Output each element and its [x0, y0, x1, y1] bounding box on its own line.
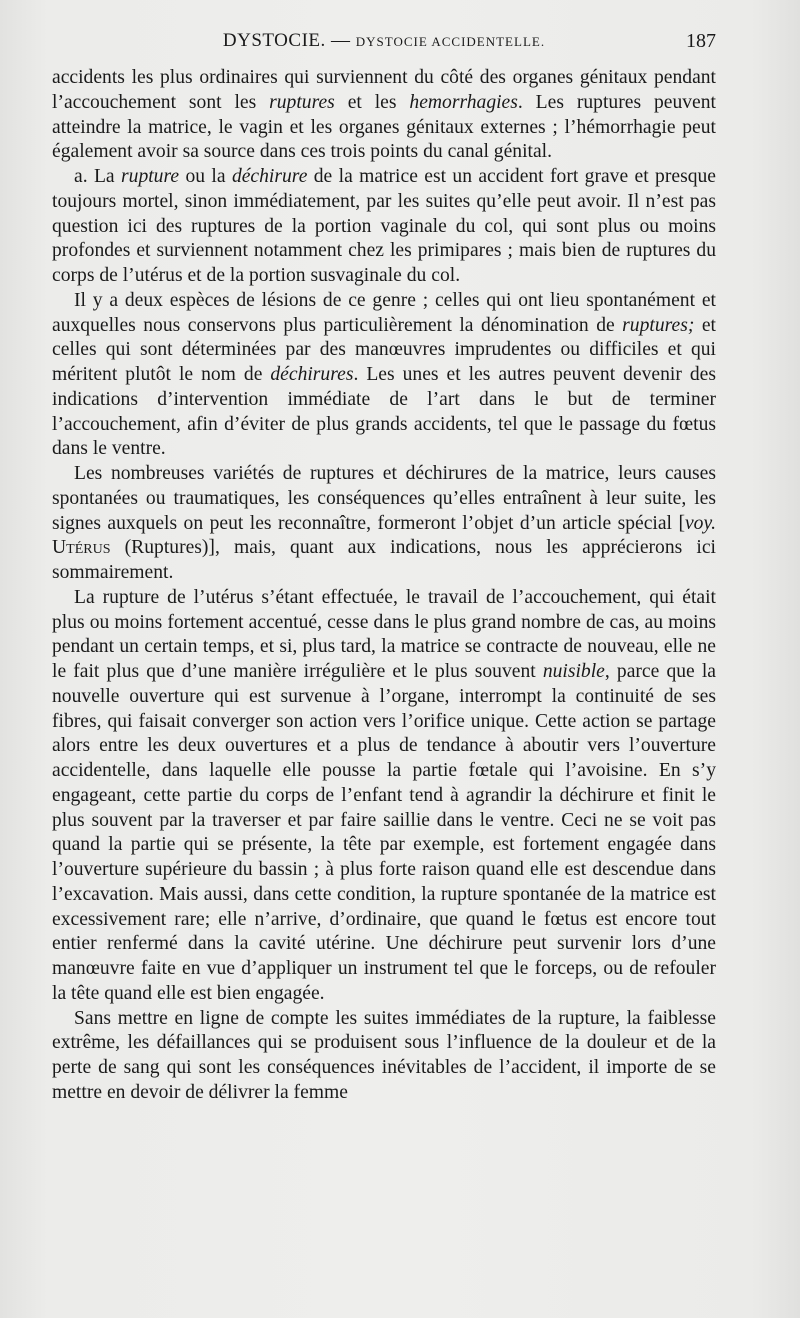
paragraph [52, 1007, 716, 1106]
small-caps-run: Utérus [52, 537, 111, 559]
text-run: et les [334, 91, 410, 113]
text-run: a. La [74, 166, 122, 187]
italic-run: nuisible [542, 661, 605, 682]
text-run: accidents les plus ordinaires qui surviennent du côté des organes génitaux pendant l’accouchement sont les [52, 67, 716, 113]
italic-run: rupture [121, 166, 180, 187]
paragraph [52, 586, 716, 1007]
running-title-sub: DYSTOCIE ACCIDENTELLE. [355, 34, 546, 49]
body-text [52, 66, 716, 1106]
running-header [52, 30, 716, 58]
text-run: (Ruptures)], mais, quant aux indications, nous les apprécierons ici sommairement. [52, 537, 716, 583]
text-run: et celles qui sont déterminées par des manœuvres imprudentes ou difficiles et qui méritent plutôt le nom de [52, 314, 716, 385]
paragraph [52, 165, 716, 289]
italic-run: déchirure [231, 166, 308, 187]
text-run: Il y a deux espèces de lésions de ce genre ; celles qui ont lieu spontanément et auxquelles nous conservons plus particulièrement la dénomination de [52, 289, 716, 336]
running-title [52, 30, 716, 52]
text-run: Sans mettre en ligne de compte les suites immédiates de la rupture, la faiblesse extrême, les défaillances qui se produisent sous l’influence de la douleur et de la perte de sang qui sont les conséquences inévitables de l’accident, il importe de se mettre en devoir de délivrer la femme [52, 1007, 716, 1103]
text-run: ou la [179, 166, 232, 187]
italic-run: ruptures; [622, 314, 695, 336]
italic-run: déchirures [270, 364, 354, 385]
text-run: La rupture de l’utérus s’étant effectuée, le travail de l’accouchement, qui était plus ou moins fortement accentué, cesse dans le plus grand nombre de cas, au moins pendant un certain temps, et si, plus tard, la matrice se contracte de nouveau, elle ne le fait plus que d’une manière irrégulière et le plus souvent [52, 586, 716, 682]
page-number: 187 [686, 30, 716, 52]
paragraph [52, 462, 716, 586]
italic-run: voy. [684, 512, 716, 534]
paragraph [52, 289, 716, 462]
text-run: . Les unes et les autres peuvent devenir des indications d’intervention immédiate de l’art dans le but de terminer l’accouchement, afin d’éviter de plus grands accidents, tel que le passage du fœtus dans le ventre. [52, 364, 716, 460]
paragraph [52, 66, 716, 165]
running-title-main: DYSTOCIE. — [222, 30, 351, 51]
text-run: de la matrice est un accident fort grave et presque toujours mortel, sinon immédiatement, par les suites qu’elle peut avoir. Il n’est pas question ici des ruptures de la portion vaginale du col, qui sont plus ou moins profondes et surviennent notamment chez les primipares ; mais bien de ruptures du corps de l’utérus et de la portion susvaginale du col. [52, 166, 716, 286]
text-run: , parce que la nouvelle ouverture qui est survenue à l’organe, interrompt la continuité de ses fibres, qui faisait converger son action vers l’orifice unique. Cette action se partage alors entre les deux ouvertures et a plus de tendance à aboutir vers l’ouverture accidentelle, dans laquelle elle pousse la partie fœtale qui l’avoisine. En s’y engageant, cette partie du corps de l’enfant tend à agrandir la déchirure et finit le plus souvent par la traverser et par faire saillie dans le ventre. Ceci ne se voit pas quand la partie qui se présente, la tête par exemple, est fortement engagée dans l’ouverture supérieure du bassin ; à plus forte raison quand elle est descendue dans l’excavation. Mais aussi, dans cette condition, la rupture spontanée de la matrice est excessivement rare; elle n’arrive, d’ordinaire, que quand le fœtus est encore tout entier renfermé dans la cavité utérine. Une déchirure peut survenir lors d’une manœuvre faite en vue d’appliquer un instrument tel que le forceps, ou de refouler la tête quand elle est bien engagée. [52, 661, 717, 1004]
italic-run: ruptures [269, 91, 335, 113]
italic-run: hemorrhagies [409, 91, 518, 113]
text-run: Les nombreuses variétés de ruptures et déchirures de la matrice, leurs causes spontanées ou traumatiques, les conséquences qu’elles entraînent à leur suite, les signes auxquels on peut les reconnaître, formeront l’objet d’un article spécial [ [52, 463, 716, 534]
text-run: . Les ruptures peuvent atteindre la matrice, le vagin et les organes génitaux externes ; l’hémorrhagie peut également avoir sa source dans ces trois points du canal génital. [52, 91, 716, 163]
